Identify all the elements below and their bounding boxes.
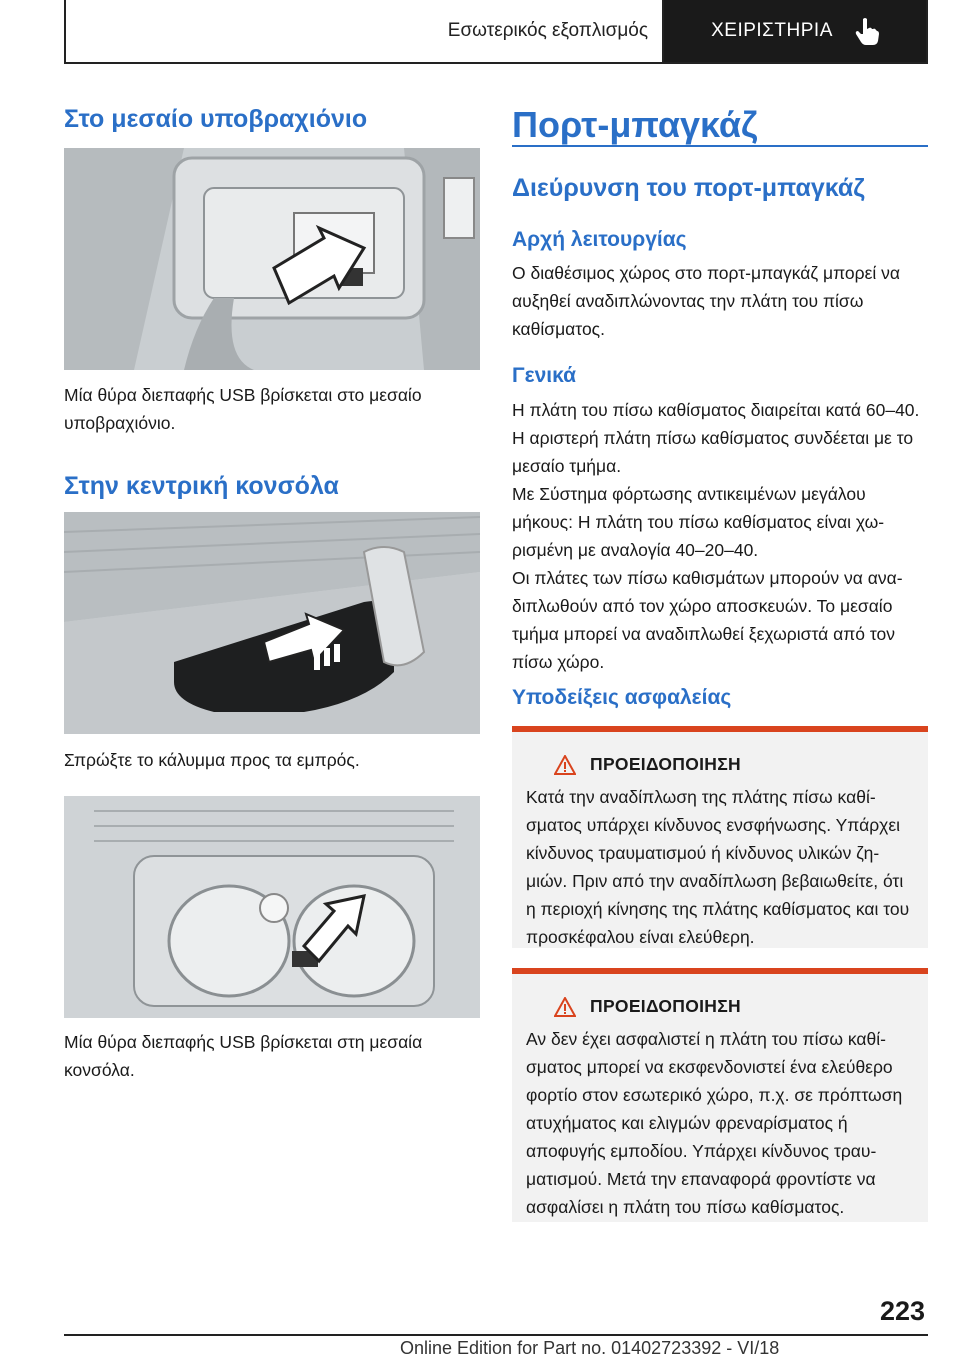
heading-enlarge-trunk: Διεύρυνση του πορτ-μπαγκάζ: [512, 174, 865, 202]
caption-console-usb: Μία θύρα διεπαφής USB βρίσκεται στη μεσαία κονσόλα.: [64, 1032, 423, 1080]
warning-title-text-2: ΠΡΟΕΙΔΟΠΟΙΗΣΗ: [590, 996, 741, 1016]
section-title-console: Στην κεντρική κονσόλα: [64, 472, 339, 500]
photo-console-cover: [64, 512, 480, 734]
warning-title-1: [554, 754, 914, 775]
warning-text-1: Κατά την αναδίπλωση της πλάτης πίσω καθίσματος υπάρχει κίνδυνος ενσφήνωσης. Υπάρχει κίνδυνος τραυματισμού ή κίνδυνος υλικών ζημιών. Πριν από την αναδίπλωση βεβαιωθείτε, ότι η περιοχή κίνησης της πλάτης καθίσματος και του προσκέφαλου είναι ελεύθερη.: [526, 787, 910, 947]
footer-edition: [400, 1338, 779, 1359]
heading-general: Γενικά: [512, 364, 577, 387]
warning-triangle-icon: [554, 755, 576, 775]
footer-rule: [64, 1334, 928, 1336]
warning-text-2: Αν δεν έχει ασφαλιστεί η πλάτη του πίσω καθίσματος μπορεί να εκσφενδονιστεί ένα ελεύθερο φορτίο στον εσωτερικό χώρο, π.χ. σε πρόπτωση ατυχήματος και ελιγμών φρεναρίσματος ή αποφυγής εμποδίου. Υπάρχει κίνδυνος τραυματισμού. Μετά την επαναφορά φροντίστε να ασφαλίσει η πλάτη του πίσω καθίσματος.: [526, 1029, 903, 1217]
caption-console-push: Σπρώξτε το κάλυμμα προς τα εμπρός.: [64, 750, 360, 770]
title-rule: [512, 145, 928, 147]
header-manual-label: ΧΕΙΡΙΣΤΗΡΙΑ: [711, 20, 833, 41]
heading-safety: Υποδείξεις ασφαλείας: [512, 686, 732, 709]
text-principle: Ο διαθέσιμος χώρος στο πορτ-μπαγκάζ μπορεί να αυξηθεί αναδιπλώνοντας την πλάτη του πίσω καθίσματος.: [512, 263, 901, 339]
caption-armrest: Μία θύρα διεπαφής USB βρίσκεται στο μεσαίο υποβραχιόνιο.: [64, 385, 422, 433]
main-title-trunk: Πορτ-μπαγκάζ: [512, 104, 758, 145]
heading-principle: Αρχή λειτουργίας: [512, 228, 687, 251]
warning-title-text-1: ΠΡΟΕΙΔΟΠΟΙΗΣΗ: [590, 754, 741, 774]
warning-box-2: [512, 968, 928, 1222]
section-title-armrest: Στο μεσαίο υποβραχιόνιο: [64, 105, 368, 133]
header-section-title: Εσωτερικός εξοπλισμός: [66, 0, 664, 62]
header-manual-tab[interactable]: [664, 0, 926, 62]
hand-pointer-icon: [855, 17, 879, 45]
warning-triangle-icon: [554, 997, 576, 1017]
footer-edition-text: Online Edition for Part no. 01402723392 - VI/18: [400, 1338, 780, 1358]
text-general-2: Με Σύστημα φόρτωσης αντικειμένων μεγάλου μήκους: Η πλάτη του πίσω καθίσματος είναι χωρισμένη με αναλογία 40–20–40.: [512, 484, 885, 560]
photo-console-usb: [64, 796, 480, 1018]
page-number: 223: [880, 1296, 926, 1326]
warning-title-2: [554, 996, 914, 1017]
page-header: [64, 0, 928, 64]
warning-box-1: [512, 726, 928, 948]
text-general-1: Η πλάτη του πίσω καθίσματος διαιρείται κατά 60–40. Η αριστερή πλάτη πίσω καθίσματος συνδέεται με το μεσαίο τμήμα.: [512, 400, 920, 476]
photo-armrest-usb: [64, 148, 480, 370]
text-general-3: Οι πλάτες των πίσω καθισμάτων μπορούν να αναδιπλωθούν από τον χώρο αποσκευών. Το μεσαίο τμήμα μπορεί να αναδιπλωθεί ξεχωριστά από τον πίσω χώρο.: [512, 568, 903, 672]
